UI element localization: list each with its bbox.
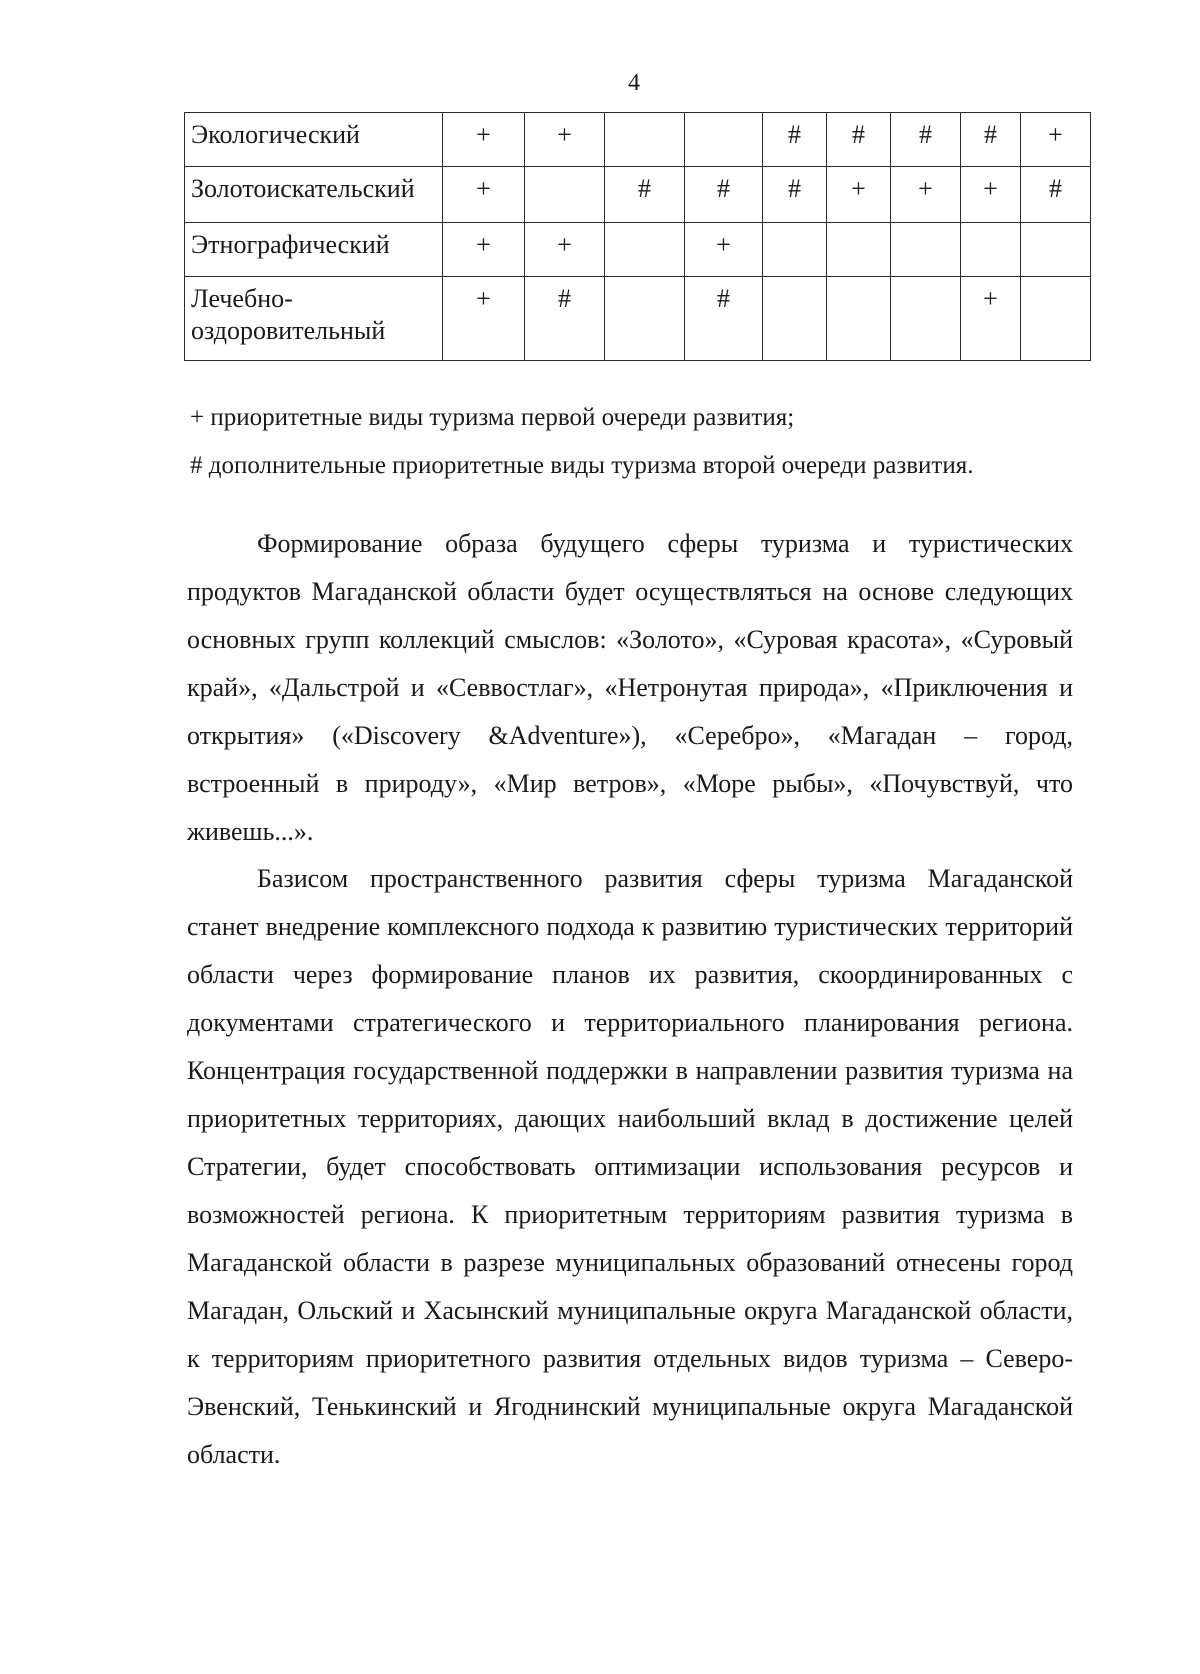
row-label-line: Лечебно- — [191, 284, 293, 313]
table-row — [185, 113, 1091, 167]
table-cell: + — [827, 167, 891, 223]
tourism-priority-table — [184, 112, 1091, 361]
table-cell — [685, 113, 763, 167]
table-cell: # — [605, 167, 685, 223]
table-cell: # — [891, 113, 961, 167]
table-cell: # — [1021, 167, 1091, 223]
table-row — [185, 167, 1091, 223]
table-cell — [961, 223, 1021, 277]
table-cell: # — [685, 277, 763, 361]
table-cell — [891, 223, 961, 277]
table-cell: # — [827, 113, 891, 167]
table-cell: + — [1021, 113, 1091, 167]
table-cell — [605, 113, 685, 167]
table-cell — [605, 277, 685, 361]
table-cell: + — [525, 113, 605, 167]
table-cell: # — [763, 113, 827, 167]
table-cell — [763, 277, 827, 361]
paragraph-spatial-development: Базисом пространственного развития сферы туризма Магаданской станет внедрение комплексного подхода к развитию туристических территорий области через формирование планов их развития, скоординированных с документами стратегического и территориального планирования региона. Концентрация государственной поддержки в направлении развития туризма на приоритетных территориях, дающих наибольший вклад в достижение целей Стратегии, будет способствовать оптимизации использования ресурсов и возможностей региона. К приоритетным территориям развития туризма в Магаданской области в разрезе муниципальных образований отнесены город Магадан, Ольский и Хасынский муниципальные округа Магаданской области, к территориям приоритетного развития отдельных видов туризма – Северо-Эвенский, Тенькинский и Ягоднинский муниципальные округа Магаданской области. — [187, 864, 1073, 1469]
page-number: 4 — [628, 70, 640, 96]
row-label: Экологический — [185, 113, 443, 167]
table-cell: + — [685, 223, 763, 277]
table-row — [185, 223, 1091, 277]
table-cell: + — [443, 167, 525, 223]
table-cell — [827, 223, 891, 277]
paragraph-image-of-future: Формирование образа будущего сферы туризма и туристических продуктов Магаданской области будет осуществляться на основе следующих основных групп коллекций смыслов: «Золото», «Суровая красота», «Суровый край», «Дальстрой и «Севвостлаг», «Нетронутая природа», «Приключения и открытия» («Discovery &Adventure»), «Серебро», «Магадан – город, встроенный в природу», «Мир ветров», «Море рыбы», «Почувствуй, что живешь...». — [187, 529, 1073, 846]
row-label: Золотоискательский — [185, 167, 443, 223]
table-row — [185, 277, 1091, 361]
table-cell: + — [525, 223, 605, 277]
table-cell: + — [891, 167, 961, 223]
table-cell — [605, 223, 685, 277]
table-cell: + — [443, 223, 525, 277]
legend-hash: # дополнительные приоритетные виды туризма второй очереди развития. — [190, 452, 974, 479]
table-cell — [1021, 223, 1091, 277]
legend-plus: + приоритетные виды туризма первой очереди развития; — [190, 404, 795, 431]
table-cell: # — [685, 167, 763, 223]
table-cell: + — [961, 167, 1021, 223]
row-label-line: оздоровительный — [191, 316, 386, 345]
table-cell — [525, 167, 605, 223]
table-cell: # — [525, 277, 605, 361]
table-cell — [891, 277, 961, 361]
table-cell: + — [961, 277, 1021, 361]
table-cell: # — [961, 113, 1021, 167]
table-cell: + — [443, 277, 525, 361]
table-cell — [1021, 277, 1091, 361]
table-cell — [763, 223, 827, 277]
row-label: Этнографический — [185, 223, 443, 277]
table-cell: # — [763, 167, 827, 223]
table-cell — [827, 277, 891, 361]
row-label — [185, 277, 443, 361]
table-cell: + — [443, 113, 525, 167]
